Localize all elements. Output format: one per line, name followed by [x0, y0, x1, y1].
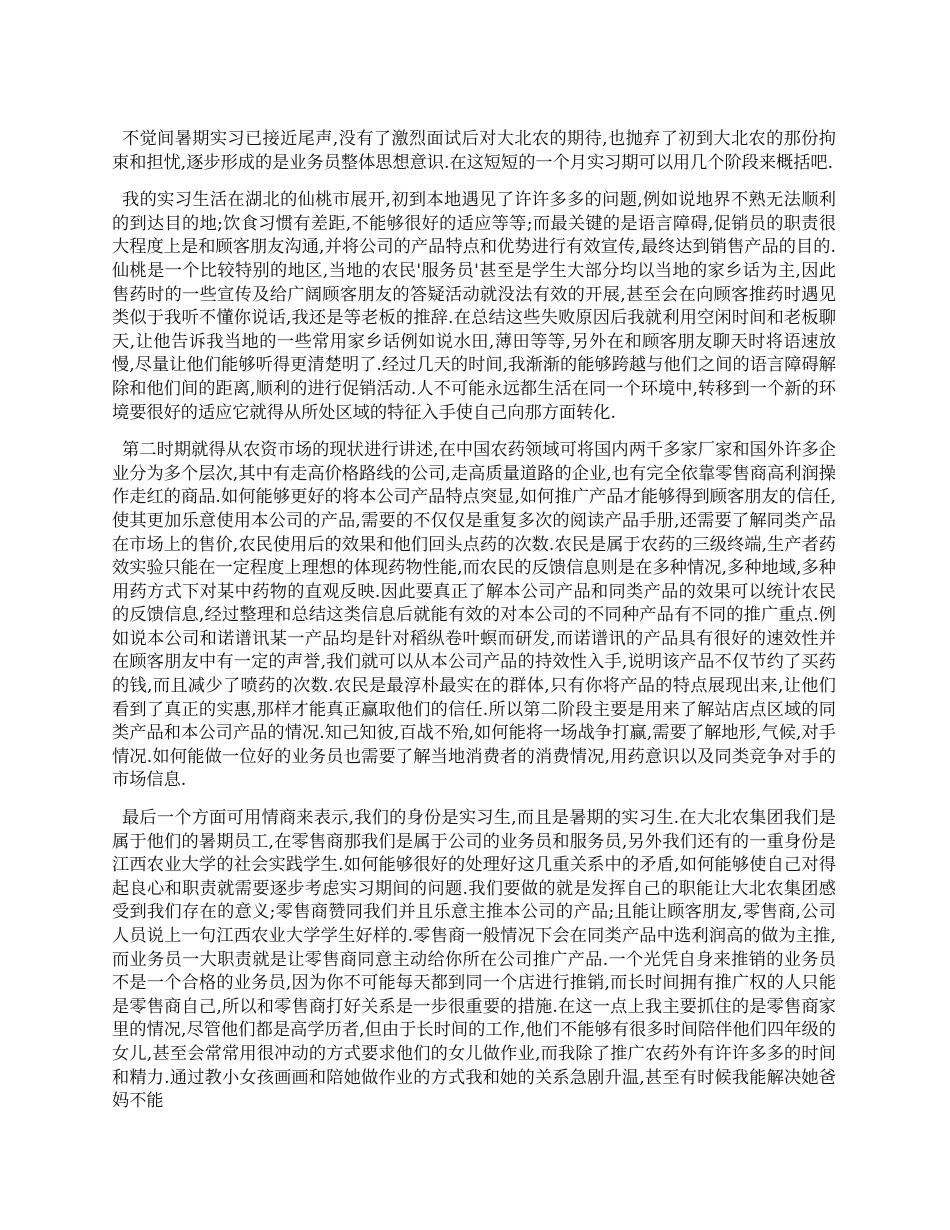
paragraph-stage-two: 第二时期就得从农资市场的现状进行讲述,在中国农药领域可将国内两千多家厂家和国外许多企业分为多个层次,其中有走高价格路线的公司,走高质量道路的企业,也有完全依靠零售商高利润操作走红的商品.如何能够更好的将本公司产品特点突显,如何推广产品才能够得到顾客朋友的信任,使其更加乐意使用本公司的产品,需要的不仅仅是重复多次的阅读产品手册,还需要了解同类产品在市场上的售价,农民使用后的效果和他们回头点药的次数.农民是属于农药的三级终端,生产者药效实验只能在一定程度上理想的体现药物性能,而农民的反馈信息则是在多种情况,多种地域,多种用药方式下对某中药物的直观反映.因此要真正了解本公司产品和同类产品的效果可以统计农民的反馈信息,经过整理和总结这类信息后就能有效的对本公司的不同种产品有不同的推广重点.例如说本公司和诺谱讯某一产品均是针对稻纵卷叶螟而研发,而诺谱讯的产品具有很好的速效性并在顾客朋友中有一定的声誉,我们就可以从本公司产品的持效性入手,说明该产品不仅节约了买药的钱,而且减少了喷药的次数.农民是最淳朴最实在的群体,只有你将产品的特点展现出来,让他们看到了真正的实惠,那样才能真正赢取他们的信任.所以第二阶段主要是用来了解站店点区域的同类产品和本公司产品的情况.知己知彼,百战不殆,如何能将一场战争打赢,需要了解地形,气候,对手情况.如何能做一位好的业务员也需要了解当地消费者的消费情况,用药意识以及同类竞争对手的市场信息.: [112, 440, 836, 791]
paragraph-stage-three: 最后一个方面可用情商来表示,我们的身份是实习生,而且是暑期的实习生.在大北农集团我们是属于他们的暑期员工,在零售商那我们是属于公司的业务员和服务员,另外我们还有的一重身份是江西农业大学的社会实践学生.如何能够很好的处理好这几重关系中的矛盾,如何能够使自己对得起良心和职责就需要逐步考虑实习期间的问题.我们要做的就是发挥自己的职能让大北农集团感受到我们存在的意义;零售商赞同我们并且乐意主推本公司的产品;且能让顾客朋友,零售商,公司人员说上一句江西农业大学学生好样的.零售商一般情况下会在同类产品中选利润高的做为主推,而业务员一大职责就是让零售商同意主动给你所在公司推广产品.一个光凭自身来推销的业务员不是一个合格的业务员,因为你不可能每天都到同一个店进行推销,而长时间拥有推广权的人只能是零售商自己,所以和零售商打好关系是一步很重要的措施.在这一点上我主要抓住的是零售商家里的情况,尽管他们都是高学历者,但由于长时间的工作,他们不能够有很多时间陪伴他们四年级的女儿,甚至会常常用很冲动的方式要求他们的女儿做作业,而我除了推广农药外有许许多多的时间和精力.通过教小女孩画画和陪她做作业的方式我和她的关系急剧升温,甚至有时候我能解决她爸妈不能: [112, 808, 836, 1112]
paragraph-intro: 不觉间暑期实习已接近尾声,没有了激烈面试后对大北农的期待,也抛弃了初到大北农的那份拘束和担忧,逐步形成的是业务员整体思想意识.在这短短的一个月实习期可以用几个阶段来概括吧.: [112, 129, 836, 173]
paragraph-stage-one: 我的实习生活在湖北的仙桃市展开,初到本地遇见了许许多多的问题,例如说地界不熟无法顺利的到达目的地;饮食习惯有差距,不能够很好的适应等等;而最关键的是语言障碍,促销员的职责很大程度上是和顾客朋友沟通,并将公司的产品特点和优势进行有效宣传,最终达到销售产品的目的.仙桃是一个比较特别的地区,当地的农民'服务员'甚至是学生大部分均以当地的家乡话为主,因此售药时的一些宣传及给广阔顾客朋友的答疑活动就没法有效的开展,甚至会在向顾客推药时遇见类似于我听不懂你说话,我还是等老板的推辞.在总结这些失败原因后我就利用空闲时间和老板聊天,让他告诉我当地的一些常用家乡话例如说水田,薄田等等,另外在和顾客朋友聊天时将语速放慢,尽量让他们能够听得更清楚明了.经过几天的时间,我渐渐的能够跨越与他们之间的语言障碍解除和他们间的距离,顺利的进行促销活动.人不可能永远都生活在同一个环境中,转移到一个新的环境要很好的适应它就得从所处区域的特征入手使自己向那方面转化.: [112, 190, 836, 423]
document-body: [112, 128, 836, 1128]
